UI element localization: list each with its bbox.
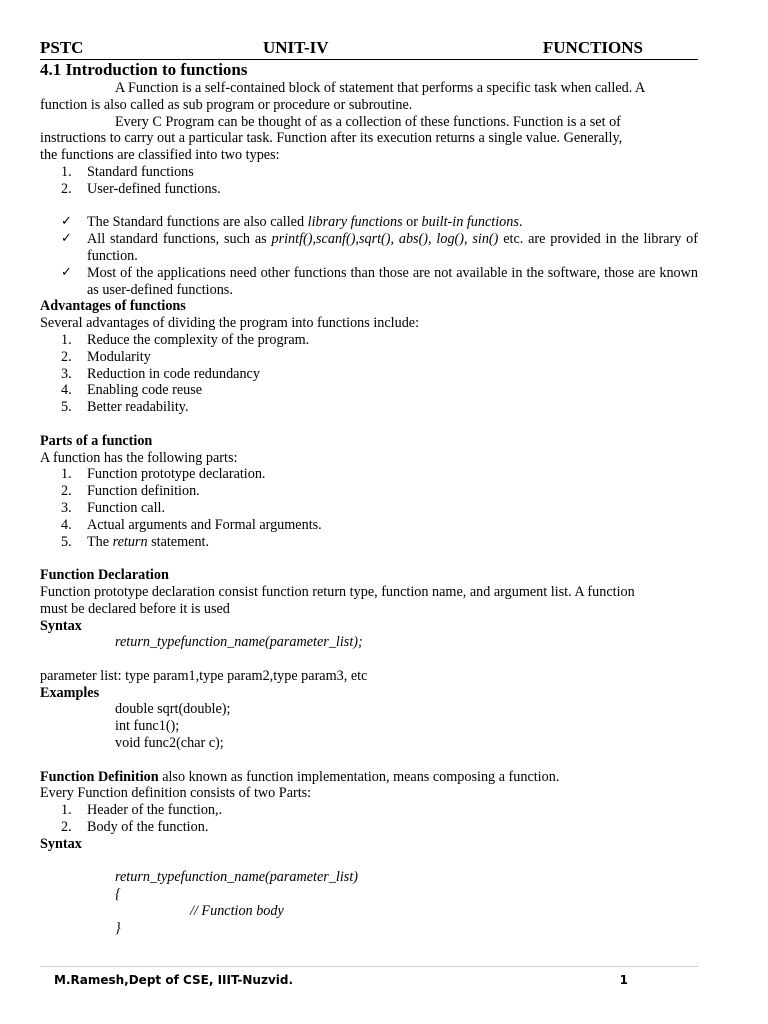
list-item: 3. Reduction in code redundancy [61,365,260,382]
list-item: 1. Reduce the complexity of the program. [61,331,310,348]
checkmark-item: ✓ The Standard functions are also called library functions or built-in functions. [61,214,523,231]
checkmark-icon: ✓ [61,214,72,230]
code-line: // Function body [190,903,284,920]
list-item: 1. Function prototype declaration. [61,466,266,483]
checkmark-item: ✓ Most of the applications need other functions than those are not available in the software, those are known as user-defined functions. [61,264,698,298]
footer-author: M.Ramesh,Dept of CSE, IIIT-Nuzvid. [54,973,294,987]
definition-line2: Every Function definition consists of two Parts: [40,785,312,802]
parts-heading: Parts of a function [40,432,153,449]
header-center: UNIT-IV [263,38,329,57]
syntax-label: Syntax [40,617,82,634]
advantages-list [40,332,698,416]
section-title: 4.1 Introduction to functions [40,60,248,79]
definition-heading: Function Definition [40,768,159,785]
intro-p1-line2: function is also called as sub program or procedure or subroutine. [40,96,413,113]
list-item: 5. The return statement. [61,533,210,550]
list-item: 2. User-defined functions. [61,180,221,197]
list-item: 5. Better readability. [61,399,189,416]
checkmark-list [40,214,698,298]
definition-parts-list [40,802,698,836]
syntax-label: Syntax [40,835,82,852]
header-left: PSTC [40,38,84,57]
function-types-list [40,164,698,198]
example-line: int func1(); [115,718,180,735]
code-line: { [115,886,121,903]
list-item: 2. Modularity [61,348,151,365]
page-number: 1 [619,973,628,987]
parts-intro: A function has the following parts: [40,449,238,466]
code-line: } [115,919,121,936]
checkmark-item: ✓ All standard functions, such as printf(),scanf(),sqrt(), abs(), log(), sin() etc. are provided in the library of function. [61,231,698,264]
example-line: void func2(char c); [115,735,224,752]
intro-p2-line2: instructions to carry out a particular task. Function after its execution returns a single value. Generally, [40,130,623,147]
intro-p1-line1: A Function is a self-contained block of statement that performs a specific task when called. A [115,80,646,96]
header-right: FUNCTIONS [542,38,643,57]
list-item: 2. Body of the function. [61,819,209,836]
parameter-list-text: parameter list: type param1,type param2,type param3, etc [40,667,368,684]
declaration-line1: Function prototype declaration consist function return type, function name, and argument list. A function [40,583,635,600]
declaration-heading: Function Declaration [40,567,169,584]
parts-list [40,466,698,550]
list-item: 4. Actual arguments and Formal arguments. [61,516,322,533]
page-footer [40,966,698,987]
list-item: 2. Function definition. [61,483,200,500]
checkmark-icon: ✓ [61,231,72,247]
advantages-heading: Advantages of functions [40,298,186,315]
advantages-intro: Several advantages of dividing the program into functions include: [40,315,420,332]
list-item: 3. Function call. [61,499,166,516]
intro-p2-line1: Every C Program can be thought of as a collection of these functions. Function is a set of [115,113,621,130]
examples-label: Examples [40,684,100,701]
running-header [40,38,698,58]
list-item: 4. Enabling code reuse [61,382,203,399]
page-body [40,38,698,937]
example-line: double sqrt(double); [115,701,231,718]
list-item: 1. Standard functions [61,163,194,180]
declaration-line2: must be declared before it is used [40,600,230,617]
declaration-syntax: return_typefunction_name(parameter_list); [115,634,363,651]
list-item: 1. Header of the function,. [61,802,223,819]
checkmark-icon: ✓ [61,264,72,280]
code-line: return_typefunction_name(parameter_list) [115,869,358,886]
definition-line1: Function Definition also known as function implementation, means composing a function. [40,768,560,785]
intro-p2-line3: the functions are classified into two types: [40,147,280,164]
